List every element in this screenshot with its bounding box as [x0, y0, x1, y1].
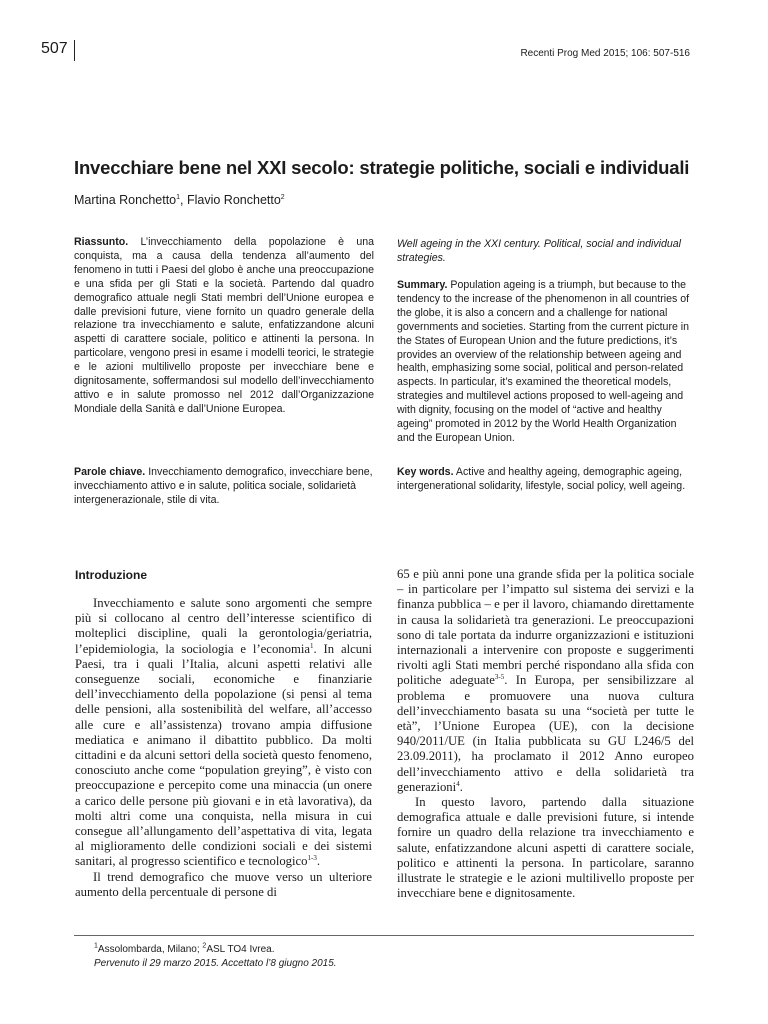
paragraph-text: .: [316, 854, 321, 869]
affiliation-text: Assolombarda, Milano;: [97, 944, 203, 955]
abstract-text: L’invecchiamento della popolazione è una conquista, ma a causa della tendenza all’aumento del fenomeno in tutti i Paesi del globo è anche una preoccupazione e una sfida per gli Stati e la società. Partendo dal quadro demografico attuale negli Stati membri dell’Unione europea e dalle previsioni future, viene fornito un quadro generale della relazione tra invecchiamento e salute, enfatizzandone alcuni aspetti di carattere sociale, politico e attinenti la persona. In particolare, vengono presi in esame i modelli teorici, le strategie e le azioni multilivello proposte per invecchiare bene e dignitosamente, soffermandosi sul modello dell’invecchiamento attivo e in salute promosso nel 2012 dall’Organizzazione Mondiale della Sanità e dall’Unione Europea.: [74, 236, 374, 415]
summary-label: Summary.: [397, 279, 448, 291]
abstract-english: [397, 279, 697, 446]
body-column-left: [75, 596, 372, 900]
citation: 3-5: [494, 673, 505, 682]
paragraph-text: . In Europa, per sensibilizzare al problema e promuovere una nuova cultura dell’invecchiamento basata su una “società per tutte le età”, l’Unione Europea (UE), con la decisione 940/2011/UE (in Italia pubblicata su GU L246/5 del 23.09.2011), ha proclamato il 2012 Anno europeo dell’invecchiamento attivo e della solidarietà tra generazioni: [397, 673, 695, 794]
affiliation-marker: 1: [176, 193, 181, 201]
author-name: , Flavio Ronchetto: [180, 193, 281, 207]
journal-reference: Recenti Prog Med 2015; 106: 507-516: [520, 48, 690, 59]
summary-text: Population ageing is a triumph, but because to the tendency to the increase of the phenomenon in all countries of the globe, it is also a concern and a challenge for national governments and societies. Starting from the current picture in the States of European Union and the future predictions, it’s provides an overview of the relationship between ageing and health, emphasizing some social, political and person-related aspects. In particular, it’s examined the theoretical models, strategies and multilevel actions proposed to well-ageing and with dignity, focusing on the model of “active and healthy ageing” promoted in 2012 by the World Health Organization and the European Union.: [397, 279, 690, 444]
citation: 4: [456, 779, 460, 788]
footnote-divider: [74, 935, 694, 936]
abstract-italian: [74, 236, 374, 417]
keywords-label: Parole chiave.: [74, 466, 146, 478]
received-accepted-dates: Pervenuto il 29 marzo 2015. Accettato l’8 giugno 2015.: [94, 957, 337, 969]
affiliation-marker: 1: [94, 942, 98, 950]
body-column-right: [397, 567, 694, 901]
affiliations: [94, 943, 337, 957]
abstract-label: Riassunto.: [74, 236, 129, 248]
keywords-text: Active and healthy ageing, demographic ageing, intergenerational solidarity, lifestyle, social policy, well ageing.: [397, 466, 686, 492]
citation: 1: [310, 641, 314, 650]
paragraph-text: . In alcuni Paesi, tra i quali l’Italia, alcuni aspetti relativi alle conseguenze sociali, economiche e finanziarie dell’invecchiamento della popolazione (si pensi al tema delle pensioni, alla sostenibilità del welfare, all’accesso alle cure e all’assistenza) trovano ampia diffusione mediatica e animano il dibattito pubblico. Da molti cittadini e da alcuni settori della società questo fenomeno, conosciuto anche come “population greying”, è visto con preoccupazione e percepito come una minaccia (un onere a carico delle persone più giovani e in età lavorativa), da molti altri come una conquista, nella misura in cui consegue all’allungamento dell’aspettativa di vita, legata al miglioramento delle condizioni sociali e dei sistemi sanitari, al progresso scientifico e tecnologico: [75, 641, 372, 869]
article-title: Invecchiare bene nel XXI secolo: strategie politiche, sociali e individuali: [74, 157, 690, 178]
paragraph-text: Invecchiamento e salute sono argomenti che sempre più si collocano al centro dell’interesse scientifico di molteplici discipline, quali la gerontologia/geriatria, l’epidemiologia, la sociologia e l’economia: [75, 596, 372, 656]
keywords-label: Key words.: [397, 466, 454, 478]
paragraph-text: .: [459, 779, 463, 794]
keywords-italian: [74, 466, 374, 508]
english-title: Well ageing in the XXI century. Political, social and individual strategies.: [397, 238, 682, 264]
paragraph: [397, 795, 694, 901]
paragraph-text: Il trend demografico che muove verso un ulteriore aumento della percentuale di persone di: [75, 869, 372, 899]
author-name: Martina Ronchetto: [74, 193, 177, 207]
paragraph: [75, 596, 372, 870]
page-number: 507: [41, 40, 68, 57]
paragraph: [75, 870, 372, 900]
keywords-english: [397, 466, 697, 494]
paragraph: [397, 567, 694, 795]
header-divider: [74, 40, 75, 61]
citation: 1-3: [307, 854, 317, 863]
paragraph-text: In questo lavoro, partendo dalla situazione demografica attuale e dalle previsioni future, si intende fornire un quadro della relazione tra invecchiamento e salute, enfatizzandone alcuni aspetti di carattere sociale, politico e attinenti la persona. In particolare, saranno illustrate le strategie e le azioni multilivello proposte per invecchiare bene e dignitosamente.: [397, 795, 694, 901]
keywords-text: Invecchiamento demografico, invecchiare bene, invecchiamento attivo e in salute, politica sociale, solidarietà intergenerazionale, stile di vita.: [74, 466, 373, 506]
section-heading: Introduzione: [75, 568, 147, 582]
affiliation-text: ASL TO4 Ivrea.: [206, 944, 275, 955]
footnote: [94, 943, 337, 970]
authors: [74, 193, 285, 207]
affiliation-marker: 2: [280, 193, 285, 201]
paragraph-text: 65 e più anni pone una grande sfida per la politica sociale – in particolare per l’impatto sul sistema dei servizi e la finanza pubblica – e per il lavoro, chiamando direttamente in causa la solidarietà tra generazioni. Le preoccupazioni sono di tale portata da indurre organizzazioni e istituzioni internazionali a intervenire con proposte e suggerimenti rivolti agli Stati membri perché rispondano alla sfida con politiche adeguate: [397, 567, 694, 688]
affiliation-marker: 2: [202, 942, 207, 950]
